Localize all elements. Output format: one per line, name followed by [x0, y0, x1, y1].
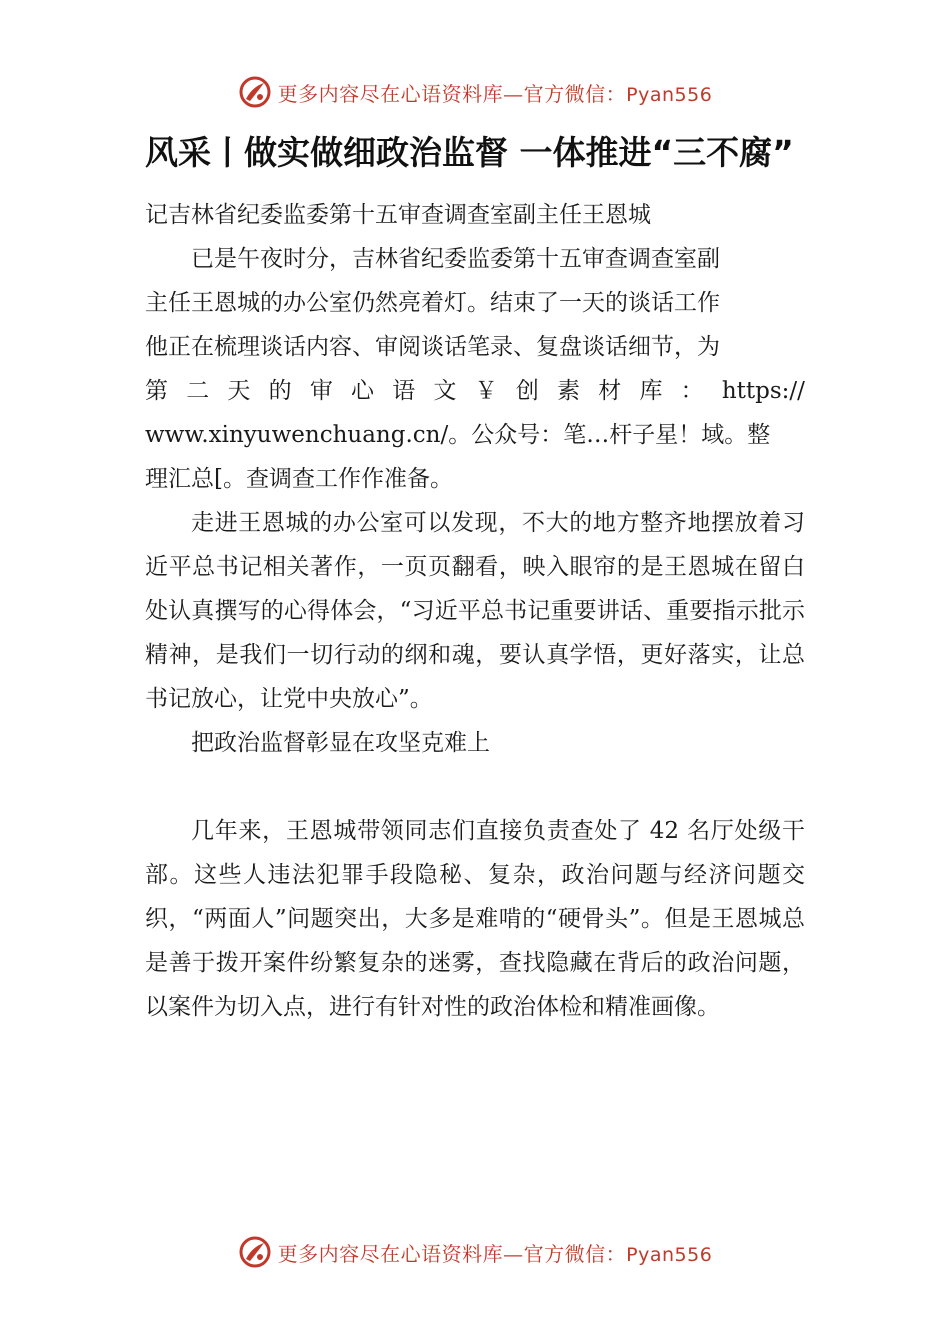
spread-char: ￥: [474, 378, 498, 404]
paragraph-1-line-5: www.xinyuwenchuang.cn/。公众号：笔…杆子星！域。整: [145, 422, 771, 448]
footer-banner: [0, 1232, 950, 1272]
paragraph-1-line-4: [145, 369, 805, 413]
banner-official-label: 官方微信：: [523, 81, 627, 106]
paragraph-2: 走进王恩城的办公室可以发现，不大的地方整齐地摆放着习近平总书记相关著作，一页页翻看，映入眼帘的是王恩城在留白处认真撰写的心得体会，“习近平总书记重要讲话、重要指示批示精神，是我们一切行动的纲和魂，要认真学悟，更好落实，让总书记放心，让党中央放心”。: [145, 510, 805, 712]
spread-char: 第: [145, 378, 168, 404]
spread-char: 语: [392, 378, 416, 404]
spread-char: 的: [268, 378, 292, 404]
spread-char: 心: [351, 378, 375, 404]
document-body: [145, 193, 805, 1029]
banner-library-text: 更多内容尽在心语资料库: [277, 1241, 504, 1266]
spread-char: 二: [186, 378, 210, 404]
document-title: 风采丨做实做细政治监督 一体推进“三不腐”: [145, 133, 794, 172]
banner-official-label: 官方微信：: [523, 1241, 627, 1266]
spread-char: 文: [433, 378, 457, 404]
paragraph-1-line-3: 他正在梳理谈话内容、审阅谈话笔录、复盘谈话细节，为: [145, 334, 720, 360]
spread-char: 材: [598, 378, 622, 404]
banner-separator: —: [503, 1241, 524, 1266]
spread-url: https://: [721, 378, 805, 404]
banner-wechat-id: Pyan556: [626, 83, 713, 106]
spread-char: 创: [515, 378, 539, 404]
header-banner: [0, 72, 950, 112]
document-subtitle: 记吉林省纪委监委第十五审查调查室副主任王恩城: [145, 202, 651, 228]
paragraph-1-line-2: 主任王恩城的办公室仍然亮着灯。结束了一天的谈话工作: [145, 290, 720, 316]
banner-library-text: 更多内容尽在心语资料库: [277, 81, 504, 106]
paragraph-1: [145, 237, 805, 501]
ink-brush-logo-icon: [238, 75, 272, 109]
spread-char: 素: [557, 378, 581, 404]
spread-char: 库: [639, 378, 663, 404]
spread-char: 天: [227, 378, 251, 404]
spread-char: ：: [680, 378, 704, 404]
ink-brush-logo-icon: [238, 1235, 272, 1269]
banner-separator: —: [503, 81, 524, 106]
paragraph-1-line-1: 已是午夜时分，吉林省纪委监委第十五审查调查室副: [191, 246, 720, 272]
paragraph-3: 几年来，王恩城带领同志们直接负责查处了 42 名厅处级干部。这些人违法犯罪手段隐秘、复杂，政治问题与经济问题交织，“两面人”问题突出，大多是难啃的“硬骨头”。但是王恩城总是善于拨开案件纷繁复杂的迷雾，查找隐藏在背后的政治问题，以案件为切入点，进行有针对性的政治体检和精准画像。: [145, 818, 805, 1020]
section-heading: 把政治监督彰显在攻坚克难上: [191, 730, 490, 756]
paragraph-1-line-6: 理汇总[。查调查工作作准备。: [145, 466, 453, 492]
spread-char: 审: [309, 378, 333, 404]
blank-line: [145, 765, 805, 809]
banner-wechat-id: Pyan556: [626, 1243, 713, 1266]
